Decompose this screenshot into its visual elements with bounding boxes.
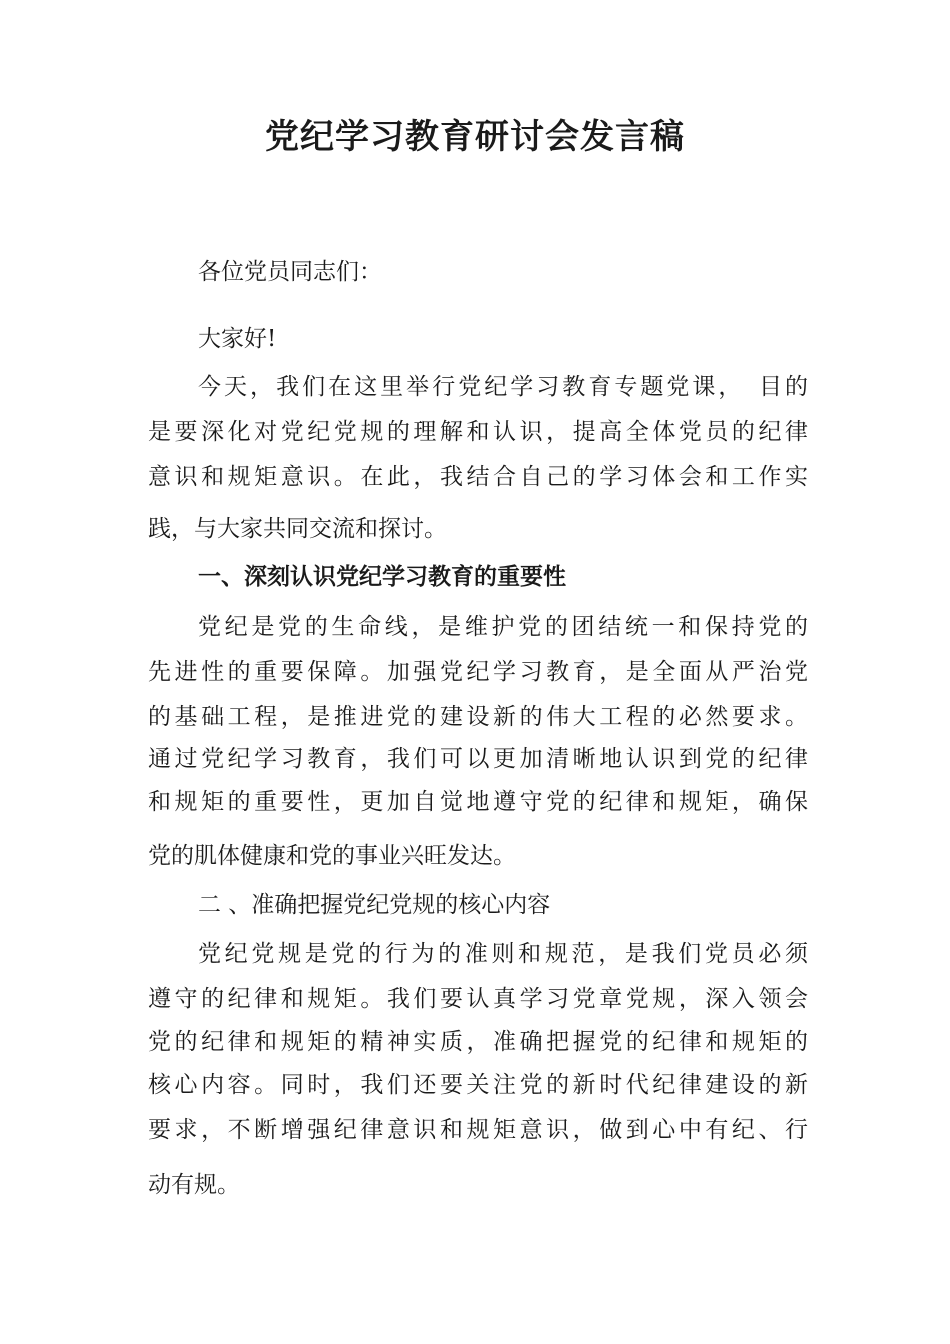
intro-line: 是要深化对党纪党规的理解和认识，提高全体党员的纪律: [148, 419, 808, 445]
section2-line: 核心内容。同时，我们还要关注党的新时代纪律建设的新: [148, 1072, 808, 1098]
intro-line: 践，与大家共同交流和探讨。: [148, 516, 447, 542]
section2-line: 党的纪律和规矩的精神实质，准确把握党的纪律和规矩的: [148, 1029, 808, 1055]
section1-line: 党的肌体健康和党的事业兴旺发达。: [148, 843, 516, 869]
section1-line: 和规矩的重要性，更加自觉地遵守党的纪律和规矩，确保: [148, 789, 808, 815]
section1-line: 先进性的重要保障。加强党纪学习教育，是全面从严治党: [148, 659, 808, 685]
section1-line: 党纪是党的生命线，是维护党的团结统一和保持党的: [198, 614, 808, 640]
document-title: 党纪学习教育研讨会发言稿: [265, 117, 685, 157]
section2-line: 遵守的纪律和规矩。我们要认真学习党章党规，深入领会: [148, 986, 808, 1012]
section2-line: 要求，不断增强纪律意识和规矩意识，做到心中有纪、行: [148, 1117, 808, 1143]
greeting: 大家好!: [198, 326, 277, 352]
section1-line: 的基础工程，是推进党的建设新的伟大工程的必然要求。: [148, 704, 808, 730]
section-heading: 二 、准确把握党纪党规的核心内容: [198, 892, 551, 918]
intro-line: 意识和规矩意识。在此，我结合自己的学习体会和工作实: [148, 464, 808, 490]
salutation: 各位党员同志们：: [198, 259, 382, 285]
section-heading: 一、深刻认识党纪学习教育的重要性: [198, 563, 566, 590]
section2-line: 党纪党规是党的行为的准则和规范，是我们党员必须: [198, 941, 808, 967]
section2-line: 动有规。: [148, 1172, 240, 1198]
intro-line: 今天，我们在这里举行党纪学习教育专题党课， 目的: [198, 374, 808, 400]
section1-line: 通过党纪学习教育，我们可以更加清晰地认识到党的纪律: [148, 746, 808, 772]
